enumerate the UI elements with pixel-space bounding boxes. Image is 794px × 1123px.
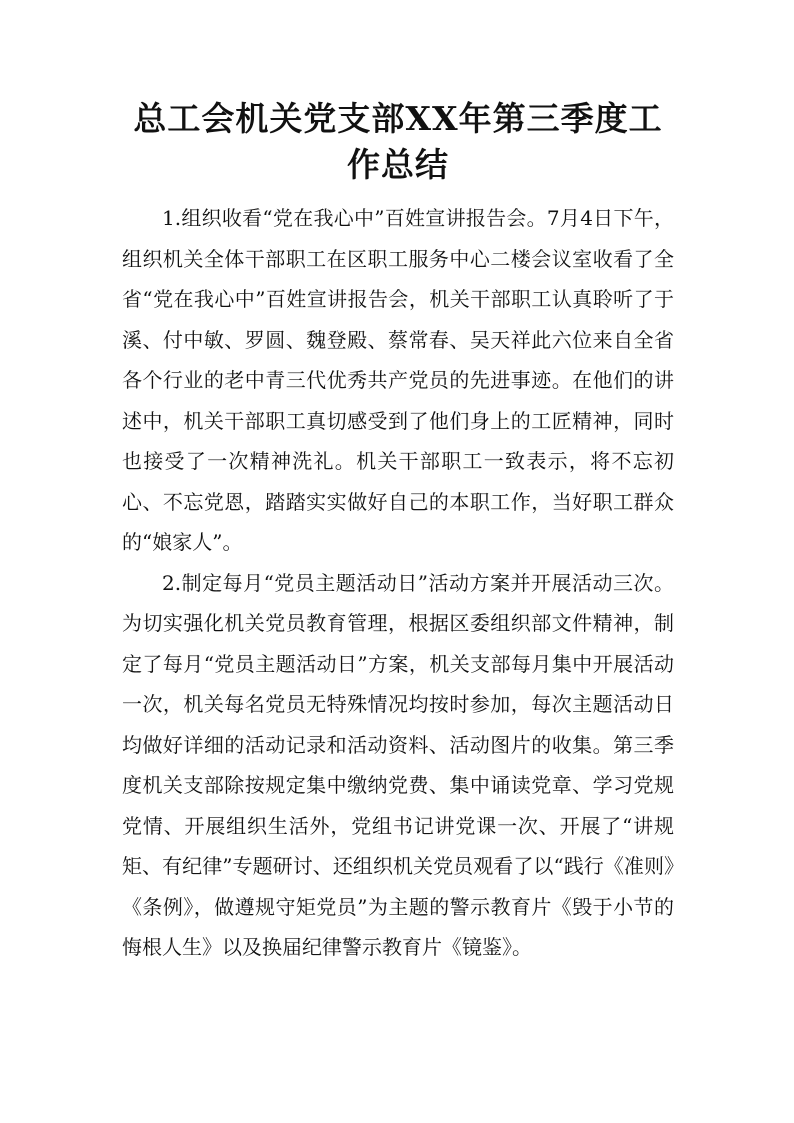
document-title: 总工会机关党支部XX年第三季度工作总结 [133, 99, 663, 184]
document-body [122, 198, 674, 968]
paragraph-1: 1.组织收看“党在我心中”百姓宣讲报告会。7月4日下午，组织机关全体干部职工在区职工服务中心二楼会议室收看了全省“党在我心中”百姓宣讲报告会，机关干部职工认真聆听了于溪、付中敏、罗圆、魏登殿、蔡常春、吴天祥此六位来自全省各个行业的老中青三代优秀共产党员的先进事迹。在他们的讲述中，机关干部职工真切感受到了他们身上的工匠精神，同时也接受了一次精神洗礼。机关干部职工一致表示，将不忘初心、不忘党恩，踏踏实实做好自己的本职工作，当好职工群众的“娘家人”。 [122, 206, 674, 554]
paragraph-2: 2.制定每月“党员主题活动日”活动方案并开展活动三次。为切实强化机关党员教育管理，根据区委组织部文件精神，制定了每月“党员主题活动日”方案，机关支部每月集中开展活动一次，机关每名党员无特殊情况均按时参加，每次主题活动日均做好详细的活动记录和活动资料、活动图片的收集。第三季度机关支部除按规定集中缴纳党费、集中诵读党章、学习党规党情、开展组织生活外，党组书记讲党课一次、开展了“讲规矩、有纪律”专题研讨、还组织机关党员观看了以“践行《准则》《条例》，做遵规守矩党员”为主题的警示教育片《毁于小节的悔根人生》以及换届纪律警示教育片《镜鉴》。 [122, 570, 674, 959]
